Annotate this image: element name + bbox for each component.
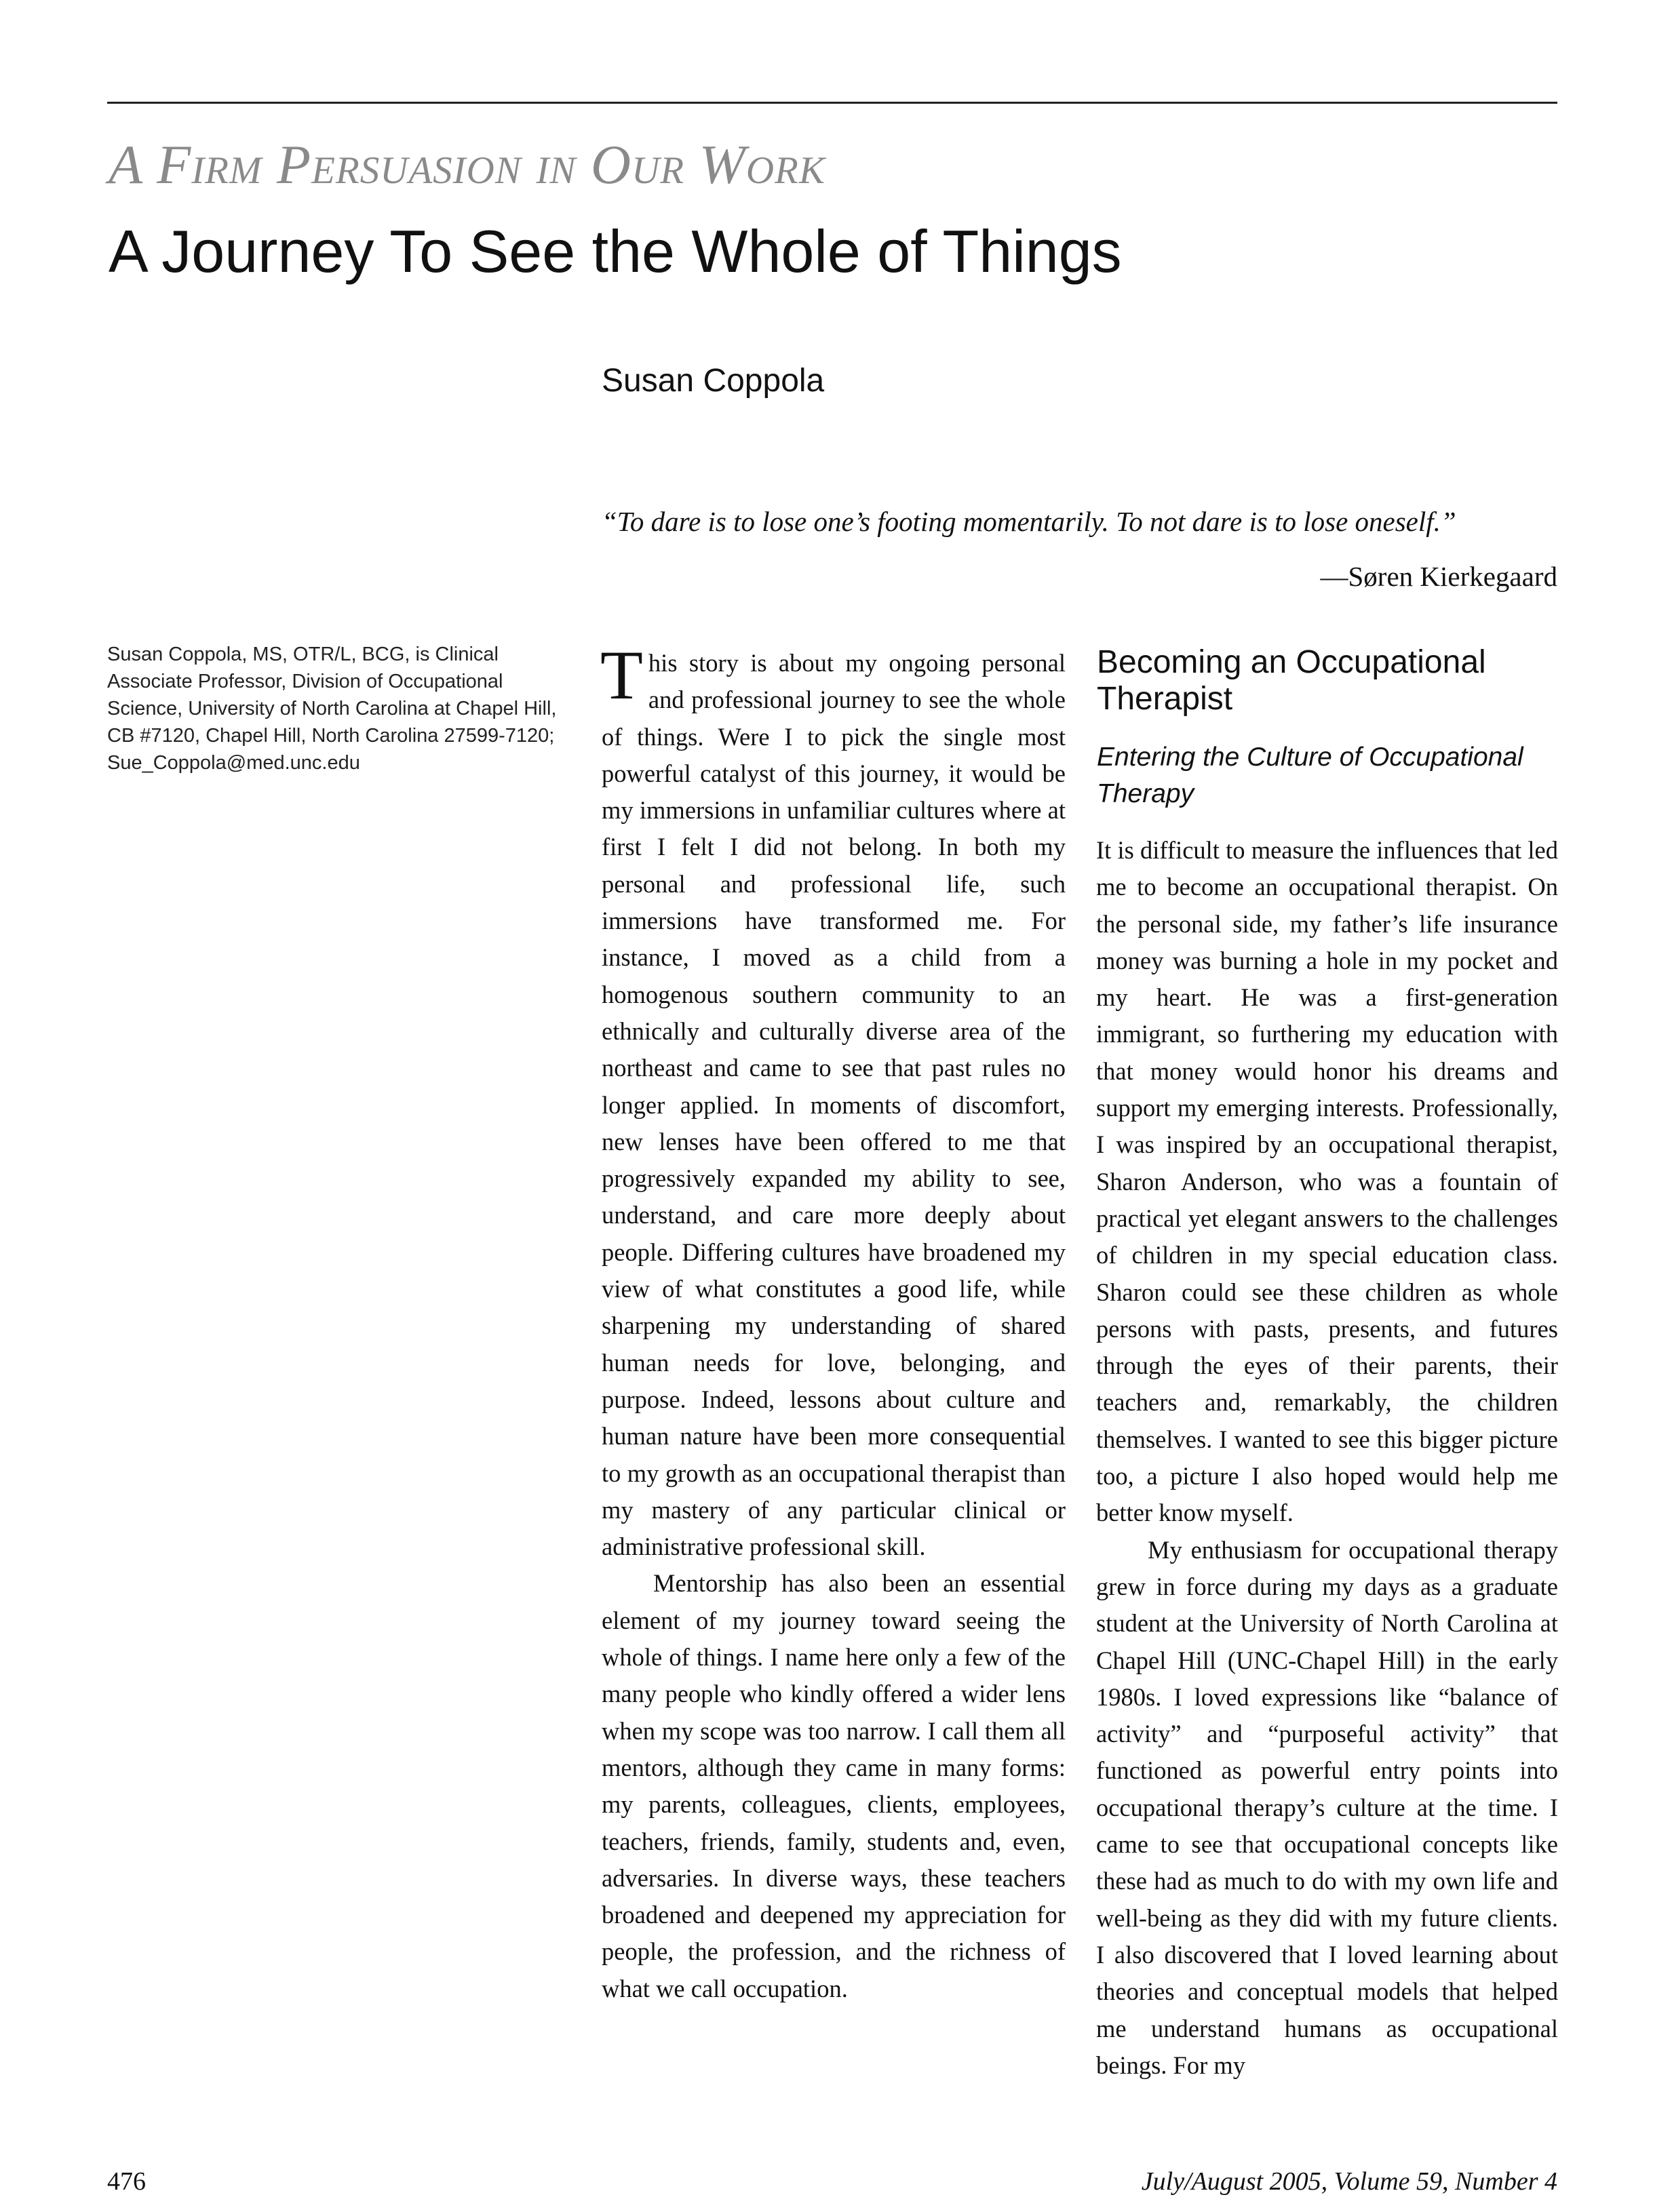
author-affiliation: Susan Coppola, MS, OTR/L, BCG, is Clinical Associate Professor, Division of Occupational Science, University of North Carolina at Chapel Hill, CB #7120, Chapel Hill, North Carolina 27599-7120; Sue_Coppola@med.unc.edu [107,644,557,774]
epigraph-quote: “To dare is to lose one’s footing momentarily. To not dare is to lose oneself.” [602,506,1456,537]
body-column-right [1096,832,1558,2084]
body-column-middle [600,637,1066,2007]
section-heading: Becoming an Occupational Therapist [1097,644,1486,717]
journal-issue: July/August 2005, Volume 59, Number 4 [1141,2167,1557,2196]
body-paragraph-1 [600,637,1066,1565]
paragraph-1-text: his story is about my ongoing personal and professional journey to see the whole of things. Were I to pick the single most powerful catalyst of this journey, it would be my immersions in unfamiliar cultures where at first I felt I did not belong. In both my personal and professional life, such immersions have transformed me. For instance, I moved as a child from a homogenous southern community to an ethnically and culturally diverse area of the northeast and came to see that past rules no longer applied. In moments of discomfort, new lenses have been offered to me that progressively expanded my ability to see, understand, and care more deeply about people. Differing cultures have broadened my view of what constitutes a good life, while sharpening my understanding of shared human needs for love, belonging, and purpose. Indeed, lessons about culture and human nature have been more consequential to my growth as an occupational therapist than my mastery of any particular clinical or administrative professional skill. [602,649,1066,1561]
author-name: Susan Coppola [602,363,825,399]
article-title: A Journey To See the Whole of Things [109,218,1122,285]
epigraph-source: —Søren Kierkegaard [1320,561,1557,592]
subsection-heading: Entering the Culture of Occupational Therapy [1097,743,1523,808]
series-title: A Firm Persuasion in Our Work [109,134,825,195]
body-paragraph-3: It is difficult to measure the influences that led me to become an occupational therapist. On the personal side, my father’s life insurance money was burning a hole in my pocket and my heart. He was a first-generation immigrant, so furthering my education with that money would honor his dreams and support my emerging interests. Professionally, I was inspired by an occupational therapist, Sharon Anderson, who was a fountain of practical yet elegant answers to the challenges of children in my special education class. Sharon could see these children as whole persons with pasts, presents, and futures through the eyes of their parents, their teachers and, remarkably, the children themselves. I wanted to see this bigger picture too, a picture I also hoped would help me better know myself. [1096,836,1558,1527]
page-number: 476 [107,2167,146,2196]
drop-cap: T [600,637,643,714]
body-paragraph-4: My enthusiasm for occupational therapy grew in force during my days as a graduate student at the University of North Carolina at Chapel Hill (UNC-Chapel Hill) in the early 1980s. I loved expressions like “balance of activity” and “purposeful activity” that functioned as powerful entry points into occupational therapy’s culture at the time. I came to see that occupational concepts like these had as much to do with my own life and well-being as they did with my future clients. I also discovered that I loved learning about theories and conceptual models that helped me understand humans as occupational beings. For my [1096,1535,1558,2079]
body-paragraph-2: Mentorship has also been an essential element of my journey toward seeing the whole of things. I name here only a few of the many people who kindly offered a wider lens when my scope was too narrow. I call them all mentors, although they came in many forms: my parents, colleagues, clients, employees, teachers, friends, family, students and, even, adversaries. In diverse ways, these teachers broadened and deepened my appreciation for people, the profession, and the richness of what we call occupation. [602,1569,1066,2002]
header-rule [107,102,1557,104]
